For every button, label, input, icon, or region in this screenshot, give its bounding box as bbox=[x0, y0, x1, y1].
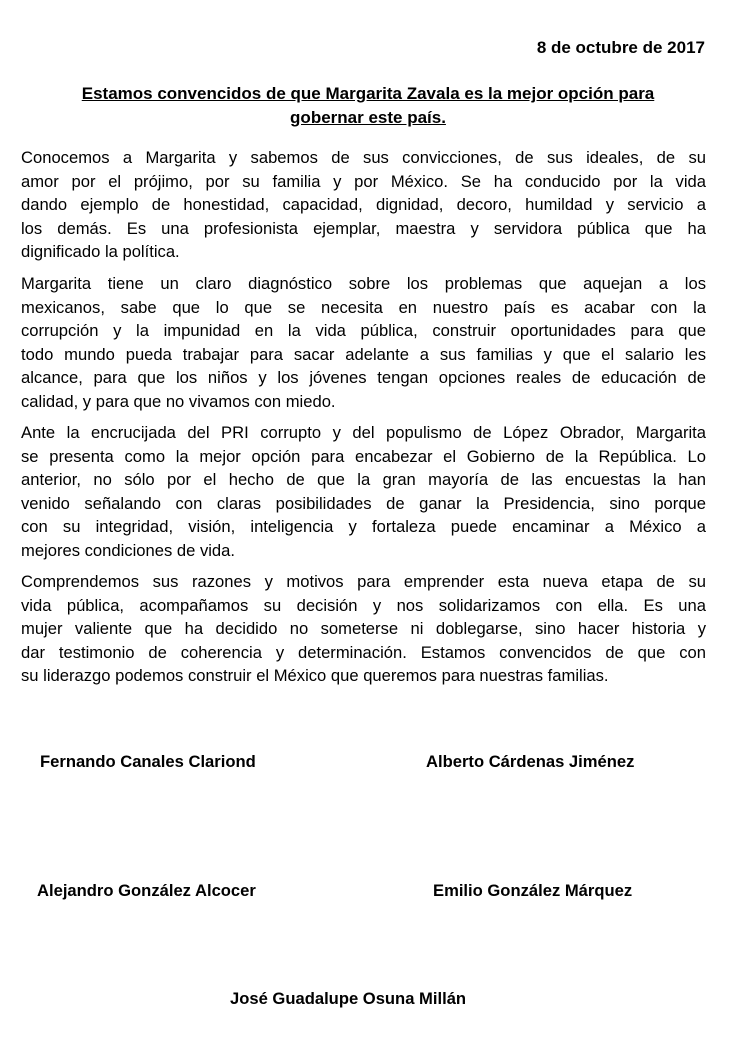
signatory-name: Alejandro González Alcocer bbox=[37, 881, 256, 900]
paragraph-line: su liderazgo podemos construir el México que queremos para nuestras familias. bbox=[21, 666, 609, 686]
letter-date: 8 de octubre de 2017 bbox=[536, 38, 705, 57]
paragraph-1 bbox=[21, 146, 706, 264]
signatory-name: Emilio González Márquez bbox=[433, 881, 633, 900]
paragraph-line: mujer valiente que ha decidido no someterse ni doblegarse, sino hacer historia y bbox=[21, 619, 706, 639]
signatory-name: Fernando Canales Clariond bbox=[40, 752, 256, 771]
paragraph-line: Ante la encrucijada del PRI corrupto y del populismo de López Obrador, Margarita bbox=[21, 423, 706, 442]
paragraph-line: corrupción y la impunidad en la vida pública, construir oportunidades para que bbox=[21, 321, 706, 341]
paragraph-line: se presenta como la mejor opción para encabezar el Gobierno de la República. Lo bbox=[21, 446, 706, 466]
paragraph-line: mejores condiciones de vida. bbox=[21, 540, 235, 560]
paragraph-line: alcance, para que los niños y los jóvenes tengan opciones reales de educación de bbox=[21, 368, 706, 388]
paragraph-line: amor por el prójimo, por su familia y por México. Se ha conducido por la vida bbox=[21, 171, 706, 191]
paragraph-line: vida pública, acompañamos su decisión y nos solidarizamos con ella. Es una bbox=[21, 595, 706, 615]
paragraph-line: venido señalando con claras posibilidades de ganar la Presidencia, sino porque bbox=[21, 493, 706, 513]
signatory-name: José Guadalupe Osuna Millán bbox=[230, 989, 467, 1008]
paragraph-line: Conocemos a Margarita y sabemos de sus convicciones, de sus ideales, de su bbox=[21, 148, 706, 167]
paragraph-line: todo mundo pueda trabajar para sacar adelante a sus familias y que el salario les bbox=[21, 344, 706, 364]
paragraph-line: calidad, y para que no vivamos con miedo. bbox=[21, 391, 336, 411]
title-line: Estamos convencidos de que Margarita Zavala es la mejor opción para bbox=[81, 84, 655, 103]
signatory-name: Alberto Cárdenas Jiménez bbox=[426, 752, 635, 771]
paragraph-3 bbox=[21, 421, 706, 563]
paragraph-line: dar testimonio de coherencia y determinación. Estamos convencidos de que con bbox=[21, 642, 706, 662]
paragraph-line: mexicanos, sabe que lo que se necesita en nuestro país es acabar con la bbox=[21, 297, 706, 317]
paragraph-line: los demás. Es una profesionista ejemplar, maestra y servidora pública que ha bbox=[21, 218, 706, 238]
title-line: gobernar este país. bbox=[290, 108, 446, 127]
paragraph-line: dignificado la política. bbox=[21, 242, 180, 262]
letter-title bbox=[30, 82, 706, 130]
paragraph-line: con su integridad, visión, inteligencia y fortaleza puede encaminar a México a bbox=[21, 517, 706, 537]
paragraph-line: dando ejemplo de honestidad, capacidad, dignidad, decoro, humildad y servicio a bbox=[21, 195, 706, 215]
paragraph-line: anterior, no sólo por el hecho de que la gran mayoría de las encuestas la han bbox=[21, 470, 706, 490]
paragraph-line: Comprendemos sus razones y motivos para emprender esta nueva etapa de su bbox=[21, 572, 706, 591]
paragraph-4 bbox=[21, 570, 706, 688]
paragraph-line: Margarita tiene un claro diagnóstico sobre los problemas que aquejan a los bbox=[21, 274, 706, 293]
paragraph-2 bbox=[21, 272, 706, 414]
